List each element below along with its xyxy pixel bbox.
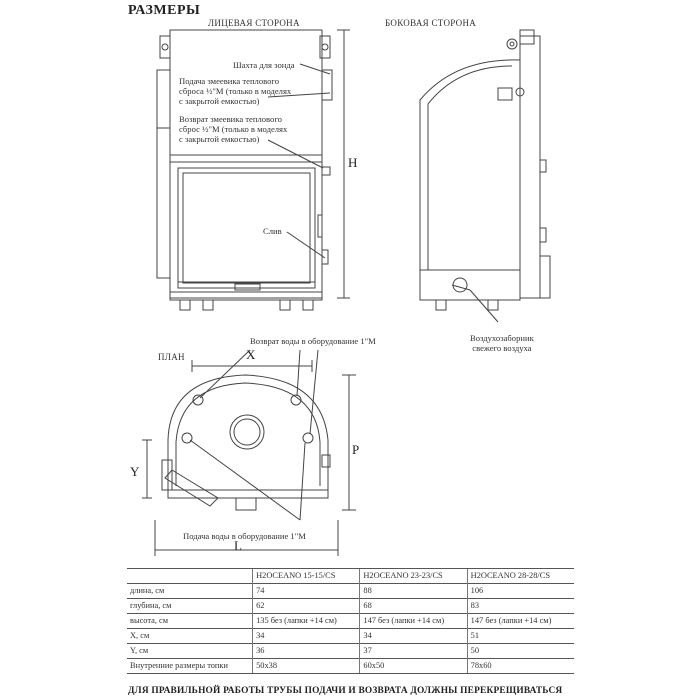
table-cell: высота, см: [127, 614, 253, 629]
table-cell: 34: [360, 629, 467, 644]
table-cell: 88: [360, 584, 467, 599]
table-row: [127, 584, 574, 599]
probe-shaft-label: Шахта для зонда: [233, 60, 295, 70]
plan-view-label: ПЛАН: [158, 352, 185, 362]
table-header-cell: H2OCEANO 23-23/CS: [360, 569, 467, 584]
table-header-cell: H2OCEANO 28-28/CS: [467, 569, 574, 584]
table-cell: глубина, см: [127, 599, 253, 614]
table-row: [127, 614, 574, 629]
table-cell: 83: [467, 599, 574, 614]
table-cell: 50x38: [253, 659, 360, 674]
side-view-drawing: [420, 30, 550, 310]
return-coil-label: Возврат змеевика теплового сброс ½"М (только в моделях с закрытой емкостью): [179, 114, 288, 144]
table-cell: 37: [360, 644, 467, 659]
water-supply-label: Подача воды в оборудование 1"М: [183, 531, 306, 541]
air-intake-label: Воздухозаборник свежего воздуха: [470, 333, 534, 353]
table-cell: Внутренние размеры топки: [127, 659, 253, 674]
dim-x: X: [246, 347, 256, 362]
dim-h: H: [348, 155, 358, 170]
table-cell: 106: [467, 584, 574, 599]
table-cell: 50: [467, 644, 574, 659]
dim-y: Y: [130, 464, 140, 479]
table-cell: длина, см: [127, 584, 253, 599]
drain-label: Слив: [263, 226, 282, 236]
table-header-cell: [127, 569, 253, 584]
table-cell: 78x60: [467, 659, 574, 674]
table-cell: 147 без (лапки +14 см): [360, 614, 467, 629]
table-cell: Y, см: [127, 644, 253, 659]
table-cell: 135 без (лапки +14 см): [253, 614, 360, 629]
dim-l: L: [234, 538, 242, 553]
supply-coil-label: Подача змеевика теплового сброса ½"М (только в моделях с закрытой емкостью): [179, 76, 292, 106]
footer-note: ДЛЯ ПРАВИЛЬНОЙ РАБОТЫ ТРУБЫ ПОДАЧИ И ВОЗВРАТА ДОЛЖНЫ ПЕРЕКРЕЩИВАТЬСЯ: [128, 686, 563, 696]
page-title: РАЗМЕРЫ: [128, 3, 201, 18]
table-header-row: [127, 569, 574, 584]
table-cell: 74: [253, 584, 360, 599]
table-cell: 34: [253, 629, 360, 644]
table-row: [127, 599, 574, 614]
side-view-label: БОКОВАЯ СТОРОНА: [385, 18, 477, 28]
table-cell: X, см: [127, 629, 253, 644]
spec-table: [127, 568, 574, 674]
table-row: [127, 644, 574, 659]
table-cell: 68: [360, 599, 467, 614]
table-row: [127, 659, 574, 674]
water-return-label: Возврат воды в оборудование 1"М: [250, 336, 376, 346]
table-header-cell: H2OCEANO 15-15/CS: [253, 569, 360, 584]
table-cell: 51: [467, 629, 574, 644]
dim-p: P: [352, 442, 360, 457]
table-cell: 147 без (лапки +14 см): [467, 614, 574, 629]
table-cell: 60x50: [360, 659, 467, 674]
table-row: [127, 629, 574, 644]
plan-view-drawing: [142, 360, 356, 556]
table-cell: 36: [253, 644, 360, 659]
table-cell: 62: [253, 599, 360, 614]
front-view-drawing: [157, 30, 350, 310]
front-view-label: ЛИЦЕВАЯ СТОРОНА: [208, 18, 300, 28]
